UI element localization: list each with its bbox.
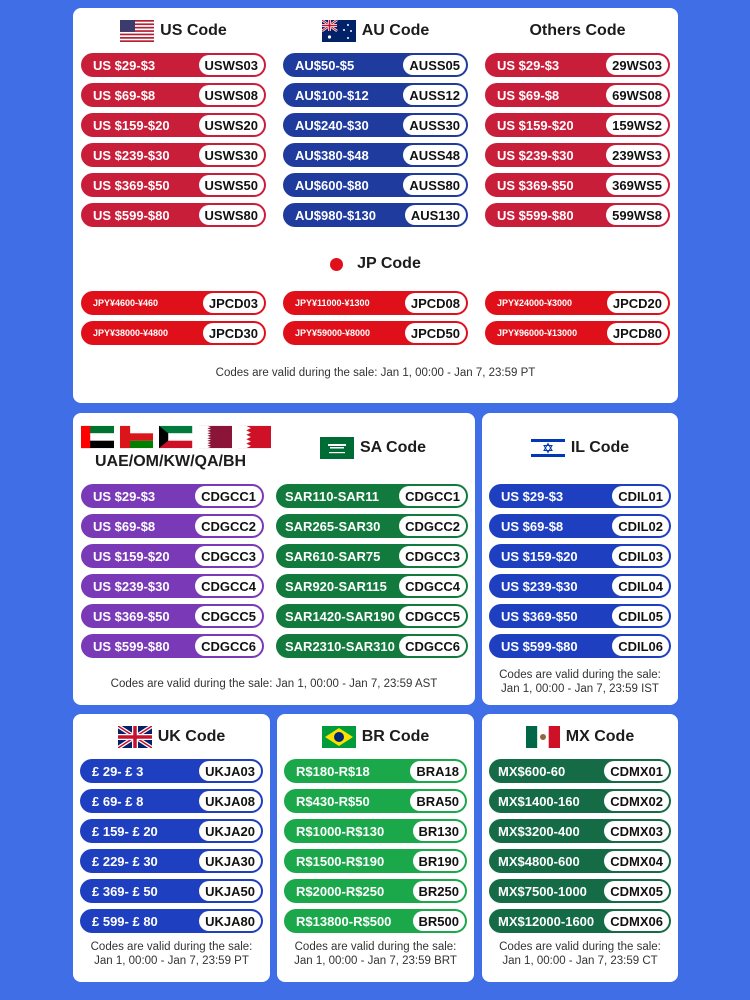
gcc-code-row[interactable] <box>81 634 264 658</box>
uk-code-row[interactable] <box>80 759 263 783</box>
coupon-code[interactable]: AUSS12 <box>403 85 466 105</box>
others-code-row[interactable] <box>485 113 670 137</box>
coupon-code[interactable]: 369WS5 <box>606 175 668 195</box>
il-flag-icon <box>531 437 565 459</box>
discount-amount: US $369-$50 <box>93 177 170 193</box>
discount-amount: £ 29- £ 3 <box>92 763 144 779</box>
au-code-row[interactable] <box>283 173 468 197</box>
coupon-code[interactable]: JPCD50 <box>405 323 466 343</box>
discount-amount: US $369-$50 <box>501 608 578 624</box>
card-il <box>482 413 678 705</box>
discount-amount: SAR2310-SAR310 <box>285 638 395 654</box>
coupon-code[interactable]: UKJA08 <box>199 791 261 811</box>
mx-code-row[interactable] <box>489 819 671 843</box>
us-flag-icon <box>120 20 154 42</box>
coupon-code[interactable]: CDIL03 <box>612 546 669 566</box>
mx-code-row[interactable] <box>489 879 671 903</box>
br-code-row[interactable] <box>284 819 467 843</box>
discount-amount: US $69-$8 <box>93 518 156 534</box>
discount-amount: US $239-$30 <box>501 578 578 594</box>
jp-code-row[interactable] <box>485 291 670 315</box>
discount-amount: AU$600-$80 <box>295 177 369 193</box>
discount-amount: MX$4800-600 <box>498 853 580 869</box>
coupon-code[interactable]: 69WS08 <box>606 85 668 105</box>
il-code-row[interactable] <box>489 484 671 508</box>
us-code-row[interactable] <box>81 113 266 137</box>
discount-amount: US $369-$50 <box>497 177 574 193</box>
discount-amount: AU$100-$12 <box>295 87 369 103</box>
coupon-code[interactable]: CDGCC3 <box>195 546 262 566</box>
coupon-code[interactable]: AUSS30 <box>403 115 466 135</box>
uk-code-row[interactable] <box>80 909 263 933</box>
coupon-code[interactable]: 239WS3 <box>606 145 668 165</box>
discount-amount: R$13800-R$500 <box>296 913 392 929</box>
coupon-code[interactable]: JPCD30 <box>203 323 264 343</box>
discount-amount: £ 229- £ 30 <box>92 853 158 869</box>
gcc-code-row[interactable] <box>81 574 264 598</box>
coupon-code[interactable]: CDGCC5 <box>195 606 262 626</box>
discount-amount: SAR920-SAR115 <box>285 578 387 594</box>
discount-amount: US $599-$80 <box>497 207 574 223</box>
discount-amount: AU$980-$130 <box>295 207 376 223</box>
coupon-code[interactable]: BRA18 <box>410 761 465 781</box>
sa-title: SA Code <box>359 439 427 456</box>
gcc-code-row[interactable] <box>81 544 264 568</box>
coupon-code[interactable]: USWS03 <box>199 55 264 75</box>
sa-code-row[interactable] <box>276 634 468 658</box>
br-code-row[interactable] <box>284 759 467 783</box>
coupon-code[interactable]: USWS80 <box>199 205 264 225</box>
discount-amount: AU$380-$48 <box>295 147 369 163</box>
br-code-row[interactable] <box>284 879 467 903</box>
gcc-code-row[interactable] <box>81 604 264 628</box>
discount-amount: US $599-$80 <box>93 207 170 223</box>
discount-amount: US $599-$80 <box>93 638 170 654</box>
coupon-code[interactable]: UKJA20 <box>199 821 261 841</box>
mx-flag-icon <box>526 726 560 748</box>
coupon-code[interactable]: AUS130 <box>405 205 466 225</box>
gcc-title: UAE/OM/KW/QA/BH <box>95 453 247 470</box>
sa-code-row[interactable] <box>276 514 468 538</box>
discount-amount: JPY¥24000-¥3000 <box>497 298 573 308</box>
discount-amount: US $29-$3 <box>93 57 156 73</box>
au-code-row[interactable] <box>283 113 468 137</box>
coupon-code[interactable]: AUSS05 <box>403 55 466 75</box>
discount-amount: US $159-$20 <box>93 117 170 133</box>
au-code-row[interactable] <box>283 53 468 77</box>
coupon-code[interactable]: CDGCC6 <box>399 636 466 656</box>
coupon-code[interactable]: AUSS80 <box>403 175 466 195</box>
discount-amount: R$180-R$18 <box>296 763 370 779</box>
br-title: BR Code <box>361 728 430 745</box>
discount-amount: US $159-$20 <box>501 548 578 564</box>
coupon-code[interactable]: USWS30 <box>199 145 264 165</box>
il-title: IL Code <box>570 439 630 456</box>
coupon-code[interactable]: CDMX02 <box>604 791 669 811</box>
others-code-row[interactable] <box>485 143 670 167</box>
coupon-code[interactable]: UKJA80 <box>199 911 261 931</box>
jp-validity-note: Codes are valid during the sale: Jan 1, 00:00 - Jan 7, 23:59 PT <box>215 367 536 379</box>
il-validity-note: Codes are valid during the sale: Jan 1, 00:00 - Jan 7, 23:59 IST <box>499 669 661 695</box>
discount-amount: JPY¥11000-¥1300 <box>295 298 370 308</box>
coupon-code[interactable]: CDGCC2 <box>399 516 466 536</box>
discount-amount: SAR110-SAR11 <box>285 488 379 504</box>
coupon-code[interactable]: USWS20 <box>199 115 264 135</box>
discount-amount: MX$3200-400 <box>498 823 580 839</box>
au-flag-icon <box>322 20 356 42</box>
il-code-row[interactable] <box>489 574 671 598</box>
discount-amount: JPY¥59000-¥8000 <box>295 328 371 338</box>
coupon-code[interactable]: CDMX06 <box>604 911 669 931</box>
discount-amount: £ 159- £ 20 <box>92 823 158 839</box>
au-code-row[interactable] <box>283 143 468 167</box>
others-code-row[interactable] <box>485 53 670 77</box>
discount-amount: US $29-$3 <box>497 57 560 73</box>
coupon-code[interactable]: 29WS03 <box>606 55 668 75</box>
us-code-row[interactable] <box>81 203 266 227</box>
coupon-code[interactable]: 159WS2 <box>606 115 668 135</box>
uk-validity-note: Codes are valid during the sale: Jan 1, 00:00 - Jan 7, 23:59 PT <box>90 941 253 967</box>
discount-amount: US $159-$20 <box>93 548 170 564</box>
il-code-row[interactable] <box>489 604 671 628</box>
gcc-code-row[interactable] <box>81 484 264 508</box>
coupon-code[interactable]: UKJA03 <box>199 761 261 781</box>
uk-code-row[interactable] <box>80 789 263 813</box>
jp-code-row[interactable] <box>485 321 670 345</box>
discount-amount: £ 369- £ 50 <box>92 883 158 899</box>
coupon-code[interactable]: UKJA30 <box>199 851 261 871</box>
coupon-code[interactable]: BR250 <box>413 881 465 901</box>
qatar-flag-icon <box>199 425 232 449</box>
discount-amount: MX$12000-1600 <box>498 913 595 929</box>
coupon-code[interactable]: BRA50 <box>410 791 465 811</box>
discount-amount: JPY¥96000-¥13000 <box>497 328 578 338</box>
discount-amount: US $239-$30 <box>497 147 574 163</box>
discount-amount: R$2000-R$250 <box>296 883 385 899</box>
il-code-row[interactable] <box>489 634 671 658</box>
coupon-code[interactable]: CDGCC1 <box>399 486 466 506</box>
coupon-code[interactable]: BR500 <box>413 911 465 931</box>
br-code-row[interactable] <box>284 849 467 873</box>
jp-code-row[interactable] <box>81 291 266 315</box>
jp-code-row[interactable] <box>283 321 468 345</box>
coupon-code[interactable]: JPCD03 <box>203 293 264 313</box>
others-code-row[interactable] <box>485 173 670 197</box>
coupon-code[interactable]: BR190 <box>413 851 465 871</box>
coupon-code[interactable]: CDMX05 <box>604 881 669 901</box>
coupon-code[interactable]: CDGCC6 <box>195 636 262 656</box>
uk-code-row[interactable] <box>80 819 263 843</box>
discount-amount: MX$7500-1000 <box>498 883 587 899</box>
mx-title: MX Code <box>565 728 635 745</box>
coupon-code[interactable]: CDIL01 <box>612 486 669 506</box>
card-uk <box>73 714 270 982</box>
discount-amount: US $599-$80 <box>501 638 578 654</box>
discount-amount: US $69-$8 <box>501 518 564 534</box>
coupon-code[interactable]: BR130 <box>413 821 465 841</box>
au-title: AU Code <box>361 22 430 39</box>
coupon-code[interactable]: CDMX04 <box>604 851 669 871</box>
au-code-row[interactable] <box>283 83 468 107</box>
coupon-code[interactable]: CDIL02 <box>612 516 669 536</box>
gcc-code-row[interactable] <box>81 514 264 538</box>
il-header <box>482 435 678 461</box>
us-code-row[interactable] <box>81 173 266 197</box>
discount-amount: R$1000-R$130 <box>296 823 385 839</box>
coupon-code[interactable]: CDGCC2 <box>195 516 262 536</box>
coupon-code[interactable]: JPCD20 <box>607 293 668 313</box>
jp-code-row[interactable] <box>283 291 468 315</box>
coupon-code[interactable]: USWS50 <box>199 175 264 195</box>
discount-amount: £ 69- £ 8 <box>92 793 144 809</box>
mx-code-row[interactable] <box>489 759 671 783</box>
br-header <box>277 724 474 750</box>
discount-amount: SAR265-SAR30 <box>285 518 381 534</box>
discount-amount: JPY¥38000-¥4800 <box>93 328 169 338</box>
mx-code-row[interactable] <box>489 789 671 813</box>
coupon-code[interactable]: AUSS48 <box>403 145 466 165</box>
card-mx <box>482 714 678 982</box>
coupon-code[interactable]: CDMX03 <box>604 821 669 841</box>
discount-amount: JPY¥4600-¥460 <box>93 298 159 308</box>
gcc-flags <box>81 425 271 449</box>
il-code-row[interactable] <box>489 544 671 568</box>
discount-amount: R$1500-R$190 <box>296 853 385 869</box>
sa-code-row[interactable] <box>276 544 468 568</box>
bahrain-flag-icon <box>238 425 271 449</box>
sa-validity-note: Codes are valid during the sale: Jan 1, 00:00 - Jan 7, 23:59 AST <box>110 678 438 690</box>
il-code-row[interactable] <box>489 514 671 538</box>
coupon-code[interactable]: CDIL05 <box>612 606 669 626</box>
gcc-header <box>81 450 271 474</box>
coupon-code[interactable]: UKJA50 <box>199 881 261 901</box>
au-header <box>283 18 468 44</box>
discount-amount: £ 599- £ 80 <box>92 913 158 929</box>
mx-header <box>482 724 678 750</box>
others-header <box>485 18 670 44</box>
coupon-code[interactable]: CDGCC3 <box>399 546 466 566</box>
others-title: Others Code <box>529 22 626 39</box>
discount-amount: MX$1400-160 <box>498 793 580 809</box>
us-title: US Code <box>160 22 227 39</box>
jp-header <box>273 251 478 277</box>
coupon-code[interactable]: 599WS8 <box>606 205 668 225</box>
sa-flag-icon <box>320 437 354 459</box>
discount-amount: US $69-$8 <box>497 87 560 103</box>
discount-amount: MX$600-60 <box>498 763 566 779</box>
discount-amount: SAR1420-SAR190 <box>285 608 395 624</box>
discount-amount: AU$50-$5 <box>295 57 355 73</box>
discount-amount: AU$240-$30 <box>295 117 369 133</box>
jp-title: JP Code <box>357 255 421 272</box>
br-validity-note: Codes are valid during the sale: Jan 1, 00:00 - Jan 7, 23:59 BRT <box>294 941 457 967</box>
coupon-code[interactable]: CDIL04 <box>612 576 669 596</box>
discount-amount: SAR610-SAR75 <box>285 548 381 564</box>
coupon-code[interactable]: CDMX01 <box>604 761 669 781</box>
br-code-row[interactable] <box>284 789 467 813</box>
mx-validity-note: Codes are valid during the sale: Jan 1, 00:00 - Jan 7, 23:59 CT <box>499 941 661 967</box>
coupon-code[interactable]: CDIL06 <box>612 636 669 656</box>
card-gcc-sa <box>73 413 475 705</box>
us-code-row[interactable] <box>81 53 266 77</box>
us-code-row[interactable] <box>81 83 266 107</box>
discount-amount: US $69-$8 <box>93 87 156 103</box>
card-br <box>277 714 474 982</box>
coupon-code[interactable]: USWS08 <box>199 85 264 105</box>
discount-amount: US $239-$30 <box>93 147 170 163</box>
discount-amount: US $29-$3 <box>93 488 156 504</box>
kuwait-flag-icon <box>159 425 192 449</box>
br-code-row[interactable] <box>284 909 467 933</box>
card-top <box>73 8 678 403</box>
mx-code-row[interactable] <box>489 849 671 873</box>
discount-amount: US $369-$50 <box>93 608 170 624</box>
coupon-code[interactable]: CDGCC1 <box>195 486 262 506</box>
coupon-code[interactable]: CDGCC4 <box>195 576 262 596</box>
uae-flag-icon <box>81 425 114 449</box>
coupon-code[interactable]: CDGCC5 <box>399 606 466 626</box>
coupon-code[interactable]: CDGCC4 <box>399 576 466 596</box>
mx-code-row[interactable] <box>489 909 671 933</box>
others-code-row[interactable] <box>485 203 670 227</box>
others-code-row[interactable] <box>485 83 670 107</box>
au-code-row[interactable] <box>283 203 468 227</box>
uk-code-row[interactable] <box>80 849 263 873</box>
uk-flag-icon <box>118 726 152 748</box>
sa-code-row[interactable] <box>276 574 468 598</box>
br-flag-icon <box>322 726 356 748</box>
oman-flag-icon <box>120 425 153 449</box>
uk-code-row[interactable] <box>80 879 263 903</box>
discount-amount: US $29-$3 <box>501 488 564 504</box>
sa-code-row[interactable] <box>276 604 468 628</box>
us-code-row[interactable] <box>81 143 266 167</box>
sa-code-row[interactable] <box>276 484 468 508</box>
jp-flag-icon <box>330 258 343 271</box>
us-header <box>81 18 266 44</box>
sa-header <box>278 435 468 461</box>
coupon-code[interactable]: JPCD80 <box>607 323 668 343</box>
uk-title: UK Code <box>157 728 226 745</box>
discount-amount: R$430-R$50 <box>296 793 370 809</box>
discount-amount: US $239-$30 <box>93 578 170 594</box>
coupon-code[interactable]: JPCD08 <box>405 293 466 313</box>
discount-amount: US $159-$20 <box>497 117 574 133</box>
jp-code-row[interactable] <box>81 321 266 345</box>
uk-header <box>73 724 270 750</box>
